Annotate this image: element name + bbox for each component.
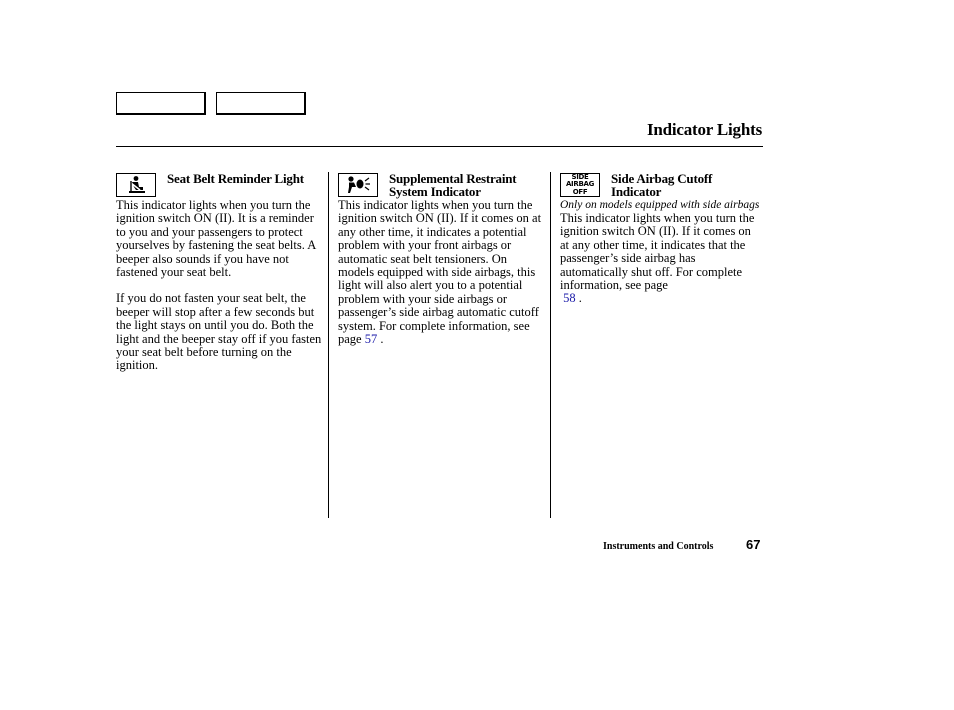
section-heading — [389, 172, 516, 198]
suffix: . — [575, 291, 582, 306]
paragraph-text: This indicator lights when you turn the ignition switch ON (II). If it comes on at any other time, it indicates that the passenger’s side airbag has automatically shut off. For complete information, see page — [560, 211, 755, 293]
heading-line: Side Airbag Cutoff — [611, 171, 713, 186]
paragraph — [560, 212, 760, 306]
column-divider — [550, 172, 551, 518]
model-note: Only on models equipped with side airbags — [560, 199, 760, 211]
heading-line: Supplemental Restraint — [389, 171, 517, 186]
suffix: . — [377, 332, 384, 347]
paragraph: If you do not fasten your seat belt, the beeper will stop after a few seconds but the light stays on until you do. Both the light and the beeper stay off if you fasten your seat belt before turning on the ignition. — [116, 291, 322, 373]
seat-belt-icon — [116, 173, 156, 197]
paragraph — [338, 199, 544, 346]
nav-tab-1[interactable] — [116, 92, 206, 115]
page-link[interactable]: 57 — [364, 332, 378, 347]
srs-indicator-section — [338, 172, 544, 346]
icon-label: AIRBAG — [565, 180, 595, 189]
section-heading — [611, 172, 712, 198]
heading-line: System Indicator — [389, 184, 481, 199]
side-airbag-off-icon — [560, 173, 600, 197]
side-airbag-cutoff-section — [560, 172, 760, 306]
seat-belt-section — [116, 172, 322, 373]
page-title: Indicator Lights — [646, 120, 762, 139]
footer-section-title: Instruments and Controls — [603, 541, 714, 552]
page-link[interactable]: 58 — [563, 291, 576, 306]
section-heading: Seat Belt Reminder Light — [167, 171, 304, 186]
paragraph-text: This indicator lights when you turn the ignition switch ON (II). If it comes on at any other time, it indicates a potential problem with your front airbags or automatic seat belt tensioners. On models equipped with side airbags, this light will also alert you to a potential problem with your side airbags or passenger’s side airbag automatic cutoff system. For complete information, see page — [338, 198, 542, 347]
heading-line: Indicator — [611, 184, 662, 199]
page-number: 67 — [746, 537, 761, 552]
header-rule — [116, 146, 763, 147]
column-divider — [328, 172, 329, 518]
paragraph: This indicator lights when you turn the ignition switch ON (II). It is a reminder to you and your passengers to protect yourselves by fastening the seat belts. A beeper also sounds if you have not fastened your seat belt. — [116, 198, 316, 280]
nav-tab-2[interactable] — [216, 92, 306, 115]
icon-label: SIDE — [571, 172, 589, 181]
srs-airbag-icon — [338, 173, 378, 197]
icon-label: OFF — [572, 187, 588, 196]
